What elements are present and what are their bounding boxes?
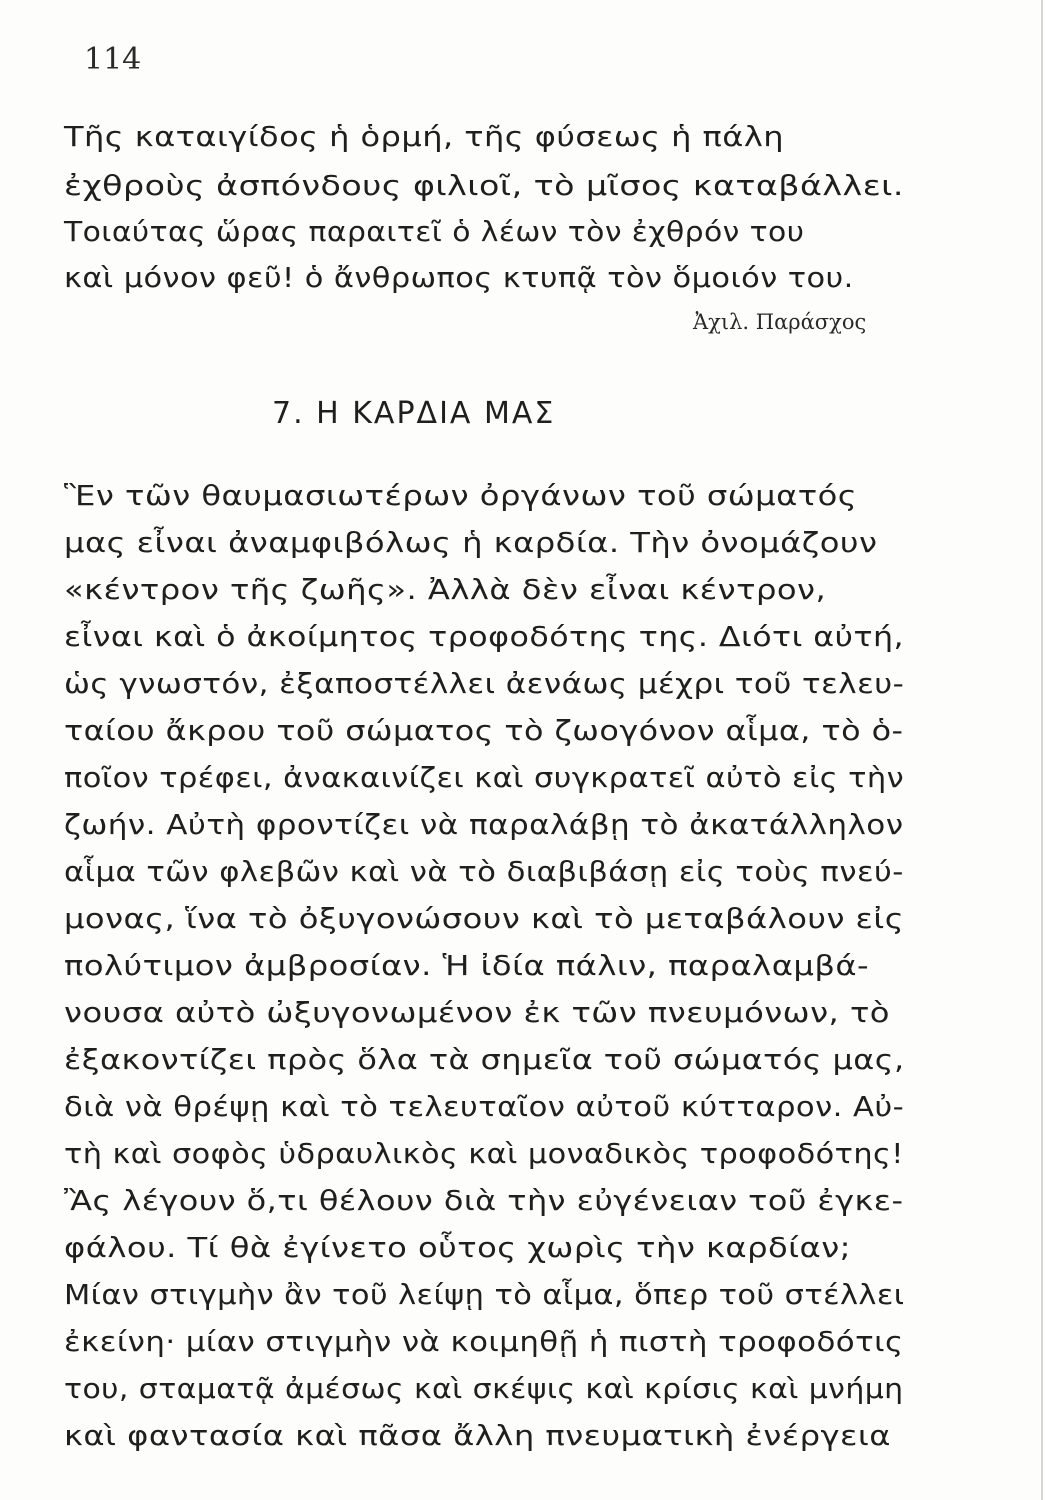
body-line: «κέντρον τῆς ζωῆς». Ἀλλὰ δὲν εἶναι κέντρον, xyxy=(64,573,827,606)
poem-line: Τῆς καταιγίδος ἡ ὁρμή, τῆς φύσεως ἡ πάλη xyxy=(64,120,785,153)
body-line: ποῖον τρέφει, ἀνακαινίζει καὶ συγκρατεῖ αὐτὸ εἰς τὴν xyxy=(64,761,905,794)
body-line: καὶ φαντασία καὶ πᾶσα ἄλλη πνευματικὴ ἐνέργεια xyxy=(64,1419,891,1452)
poem-attribution: Ἀχιλ. Παράσχος xyxy=(693,310,867,334)
body-line: εἶναι καὶ ὁ ἀκοίμητος τροφοδότης της. Διότι αὐτή, xyxy=(64,620,905,653)
body-line: ὡς γνωστόν, ἐξαποστέλλει ἀενάως μέχρι τοῦ τελευ- xyxy=(64,667,905,700)
body-line: ἐκείνη· μίαν στιγμὴν νὰ κοιμηθῇ ἡ πιστὴ τροφοδότις xyxy=(64,1325,904,1358)
body-line: μας εἶναι ἀναμφιβόλως ἡ καρδία. Τὴν ὀνομάζουν xyxy=(64,526,878,559)
body-line: φάλου. Τί θὰ ἐγίνετο οὗτος χωρὶς τὴν καρδίαν; xyxy=(64,1231,851,1264)
body-line: ἐξακοντίζει πρὸς ὅλα τὰ σημεῖα τοῦ σώματός μας, xyxy=(64,1043,905,1076)
section-heading: 7. Η ΚΑΡΔΙΑ ΜΑΣ xyxy=(272,396,556,431)
page-edge-shadow xyxy=(1041,0,1043,1500)
body-line: ζωήν. Αὐτὴ φροντίζει νὰ παραλάβῃ τὸ ἀκατάλληλον xyxy=(64,808,904,841)
body-line: διὰ νὰ θρέψῃ καὶ τὸ τελευταῖον αὐτοῦ κύτταρον. Αὐ- xyxy=(64,1090,905,1123)
body-line: μονας, ἵνα τὸ ὀξυγονώσουν καὶ τὸ μεταβάλουν εἰς xyxy=(64,902,905,935)
poem-line: ἐχθροὺς ἀσπόνδους φιλιοῖ, τὸ μῖσος καταβάλλει. xyxy=(64,169,904,202)
body-line: πολύτιμον ἀμβροσίαν. Ἡ ἰδία πάλιν, παραλαμβά- xyxy=(64,949,870,982)
body-line: Ἓν τῶν θαυμασιωτέρων ὀργάνων τοῦ σώματός xyxy=(64,479,858,512)
body-line: νουσα αὐτὸ ὠξυγονωμένον ἐκ τῶν πνευμόνων, τὸ xyxy=(64,996,890,1029)
body-line: Ἂς λέγουν ὅ,τι θέλουν διὰ τὴν εὐγένειαν τοῦ ἐγκε- xyxy=(64,1184,904,1217)
page-number: 114 xyxy=(84,42,142,77)
body-line: Μίαν στιγμὴν ἂν τοῦ λείψῃ τὸ αἷμα, ὅπερ τοῦ στέλλει xyxy=(64,1278,905,1311)
body-line: του, σταματᾷ ἀμέσως καὶ σκέψις καὶ κρίσις καὶ μνήμη xyxy=(64,1372,904,1405)
poem-line: Τοιαύτας ὥρας παραιτεῖ ὁ λέων τὸν ἐχθρόν του xyxy=(64,215,805,248)
body-line: αἷμα τῶν φλεβῶν καὶ νὰ τὸ διαβιβάσῃ εἰς τοὺς πνεύ- xyxy=(64,855,904,888)
body-line: τὴ καὶ σοφὸς ὑδραυλικὸς καὶ μοναδικὸς τροφοδότης! xyxy=(64,1137,904,1170)
body-line: ταίου ἄκρου τοῦ σώματος τὸ ζωογόνον αἷμα, τὸ ὁ- xyxy=(64,714,904,747)
poem-line: καὶ μόνον φεῦ! ὁ ἄνθρωπος κτυπᾷ τὸν ὅμοιόν του. xyxy=(64,261,854,294)
